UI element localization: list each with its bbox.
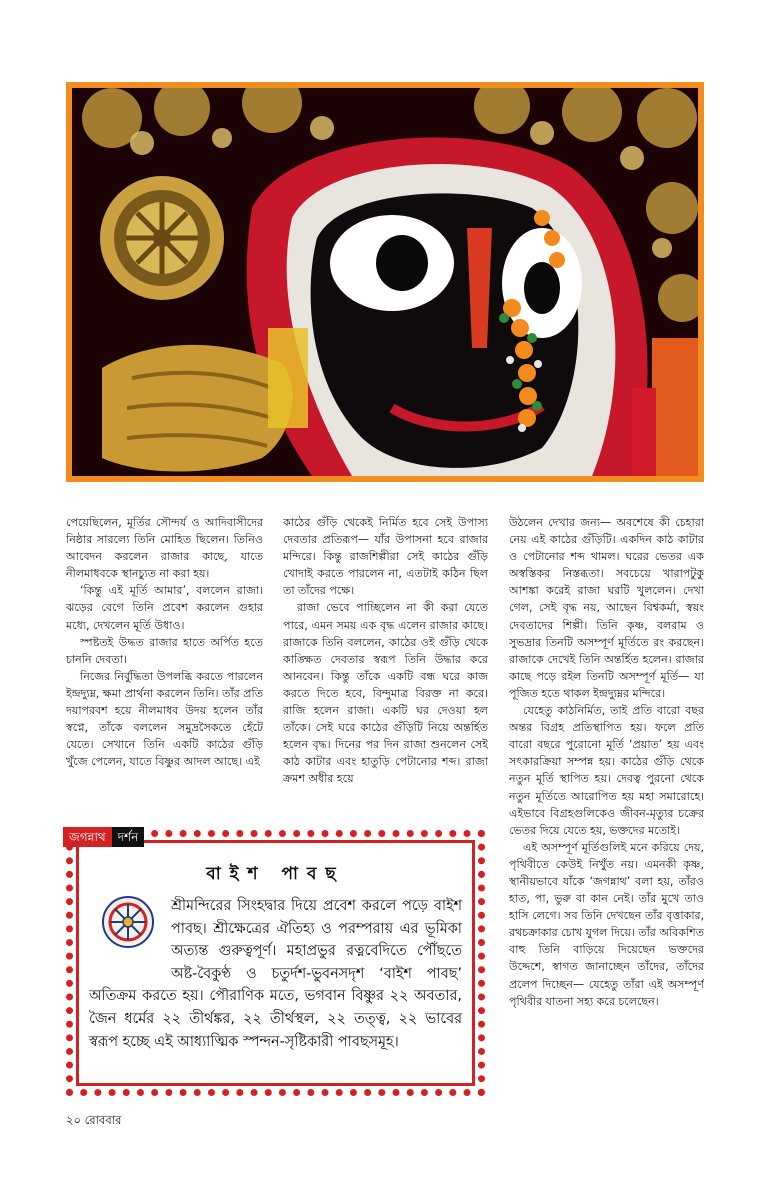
sidebar-title: বাইশ পাবছ <box>206 864 345 884</box>
section-tag-black: দর্শন <box>112 827 145 847</box>
col3-paragraph: এই অসম্পূর্ণ মূর্তিগুলিই মনে করিয়ে দেয়, পৃথিবীতে কেউই নিখুঁত নয়। এমনকী কৃষ্ণ, স্থানীয়ভাবে যাঁকে ‘জগন্নাথ’ বলা হয়, তাঁরও হাত, পা, ভুরু বা কান নেই। তাঁর মুখে তাও হাসি লেগে। সব তিনি দেখছেন তাঁর বৃত্তাকার, রথচক্রাকার চোখ যুগল দিয়ে। তাঁর অবিকশিত বাহু তিনি বাড়িয়ে দিয়েছেন ভক্তদের উদ্দেশে, স্বাগত জানাচ্ছেন তাঁদের, তাঁদের প্রলেপ দিচ্ছেন— যেহেতু তাঁরা এই অসম্পূর্ণ পৃথিবীর যাতনা সহ্য করে চলেছেন। <box>509 840 704 1008</box>
photo-frame <box>66 82 704 482</box>
col2-paragraph: কাঠের গুঁড়ি থেকেই নির্মিত হবে সেই উপাস্য দেবতার প্রতিরূপ— যাঁর উপাসনা হবে রাজার মন্দিরে। কিন্তু রাজশিল্পীরা সেই কাঠের গুঁড়ি খোদাই করতে পারলেন না, এতটাই কঠিন ছিল তা তাঁদের পক্ষে। <box>283 516 488 598</box>
sidebar-box <box>66 830 485 1096</box>
article-column-2 <box>283 514 488 830</box>
col1-paragraph: স্পষ্টতই উদ্ধত রাজার হাতে অর্পিত হতে চাননি দেবতা। <box>66 635 263 666</box>
page-footer: ২০ রোববার <box>66 1113 122 1127</box>
col3-paragraph: যেহেতু কাঠনির্মিত, তাই প্রতি বারো বছর অন্তর বিগ্রহ প্রতিস্থাপিত হয়। ফলে প্রতি বারো বছরে পুরোনো মূর্তি ‘প্রয়াত’ হয় এবং সৎকারক্রিয়া সম্পন্ন হয়। কাঠের গুঁড়ি থেকে নতুন মূর্তি স্থাপিত হয়। দেবত্ব পুরনো থেকে নতুন মূর্তিতে আরোপিত হয় মহা সমারোহে। এইভাবে বিগ্রহগুলিকেও জীবন-মৃত্যুর চক্রের ভেতর দিয়ে যেতে হয়, ভক্তদের মতোই। <box>509 704 704 837</box>
jagannath-photo <box>72 88 698 476</box>
col1-paragraph: পেয়েছিলেন, মূর্তির সৌন্দর্য ও আদিবাসীদের নিষ্ঠার সারল্যে তিনি মোহিত ছিলেন। তিনিও আবেদন করলেন রাজার কাছে, যাতে নীলমাধবকে স্থানচ্যুত না করা হয়। <box>66 516 263 581</box>
col1-paragraph: নিজের নির্বুদ্ধিতা উপলব্ধি করতে পারলেন ইন্দ্রদ্যুম্ন, ক্ষমা প্রার্থনা করলেন তিনি। তাঁর প্রতি দয়াপরবশ হয়ে নীলমাধব উদয় হলেন তাঁর স্বপ্নে, তাঁকে বললেন সমুদ্রসৈকতে হেঁটে যেতে। সেখানে তিনি একটি কাঠের গুঁড়ি খুঁজে পেলেন, যাতে বিষ্ণুর আদল আছে। এই <box>66 669 263 769</box>
col2-paragraph: রাজা ভেবে পাচ্ছিলেন না কী করা যেতে পারে, এমন সময় এক বৃদ্ধ এলেন রাজার কাছে। রাজাকে তিনি বললেন, কাঠের ওই গুঁড়ি থেকে কাঙ্ক্ষিত দেবতার স্বরূপ তিনি উদ্ধার করে আনবেন। কিন্তু তাঁকে একটি বন্ধ ঘরে কাজ করতে দিতে হবে, বিন্দুমাত্র বিরক্ত না করে। রাজি হলেন রাজা। একটি ঘর দেওয়া হল তাঁকে। সেই ঘরে কাঠের গুঁড়িটি নিয়ে অন্তর্হিত হলেন বৃদ্ধ। দিনের পর দিন রাজা শুনলেন সেই কাঠ কাটার এবং হাতুড়ি পেটানোর শব্দ। রাজা ক্রমশ অধীর হয়ে <box>283 601 488 786</box>
section-tag-red: জগন্নাথ <box>63 827 112 847</box>
sidebar-inner <box>76 840 475 1086</box>
sidebar-body-wrap <box>89 895 462 1053</box>
col1-paragraph: ‘কিন্তু এই মূর্তি আমার’, বললেন রাজা। ঝড়ের বেগে তিনি প্রবেশ করলেন গুহার মধ্যে, দেখলেন মূর্তি উধাও। <box>66 584 263 632</box>
article-column-3 <box>509 514 704 1094</box>
sidebar-body: শ্রীমন্দিরের সিংহদ্বার দিয়ে প্রবেশ করলে পড়ে বাইশ পাবছ। শ্রীক্ষেত্রের ঐতিহ্য ও পরম্পরায় এর ভূমিকা অত্যন্ত গুরুত্বপূর্ণ। মহাপ্রভুর রত্নবেদিতে পৌঁছতে অষ্ট-বৈকুণ্ঠ ও চতুর্দশ-ভুবনসদৃশ ‘বাইশ পাবছ’ অতিক্রম করতে হয়। পৌরাণিক মতে, ভগবান বিষ্ণুর ২২ অবতার, জৈন ধর্মের ২২ তীর্থঙ্কর, ২২ তীর্থস্থল, ২২ তত্ত্ব, ২২ ভাবের স্বরূপ হচ্ছে এই আধ্যাত্মিক স্পন্দন-সৃষ্টিকারী পাবছসমূহ। <box>89 898 462 1050</box>
article-column-1 <box>66 514 263 830</box>
section-tag <box>63 827 144 847</box>
col3-paragraph: উঠলেন দেখার জন্য— অবশেষে কী চেহারা নেয় এই কাঠের গুঁড়িটি। একদিন কাঠ কাটার ও পেটানোর শব্দ থামল। ঘরের ভেতর এক অস্বস্তিকর নিস্তব্ধতা। সবচেয়ে খারাপটুকু আশঙ্কা করেই রাজা ঘরটি খুললেন। দেখা গেল, সেই বৃদ্ধ নয়, আছেন বিশ্বকর্মা, স্বয়ং দেবতাদের শিল্পী। তিনি কৃষ্ণ, বলরাম ও সুভদ্রার তিনটি অসম্পূর্ণ মূর্তিতে রং করছেন। রাজাকে দেখেই তিনি অন্তর্হিত হলেন। রাজার কাছে পড়ে রইল তিনটি অসম্পূর্ণ মূর্তি— যা পূজিত হতে থাকল ইন্দ্রদ্যুম্নর মন্দিরে। <box>509 516 704 700</box>
